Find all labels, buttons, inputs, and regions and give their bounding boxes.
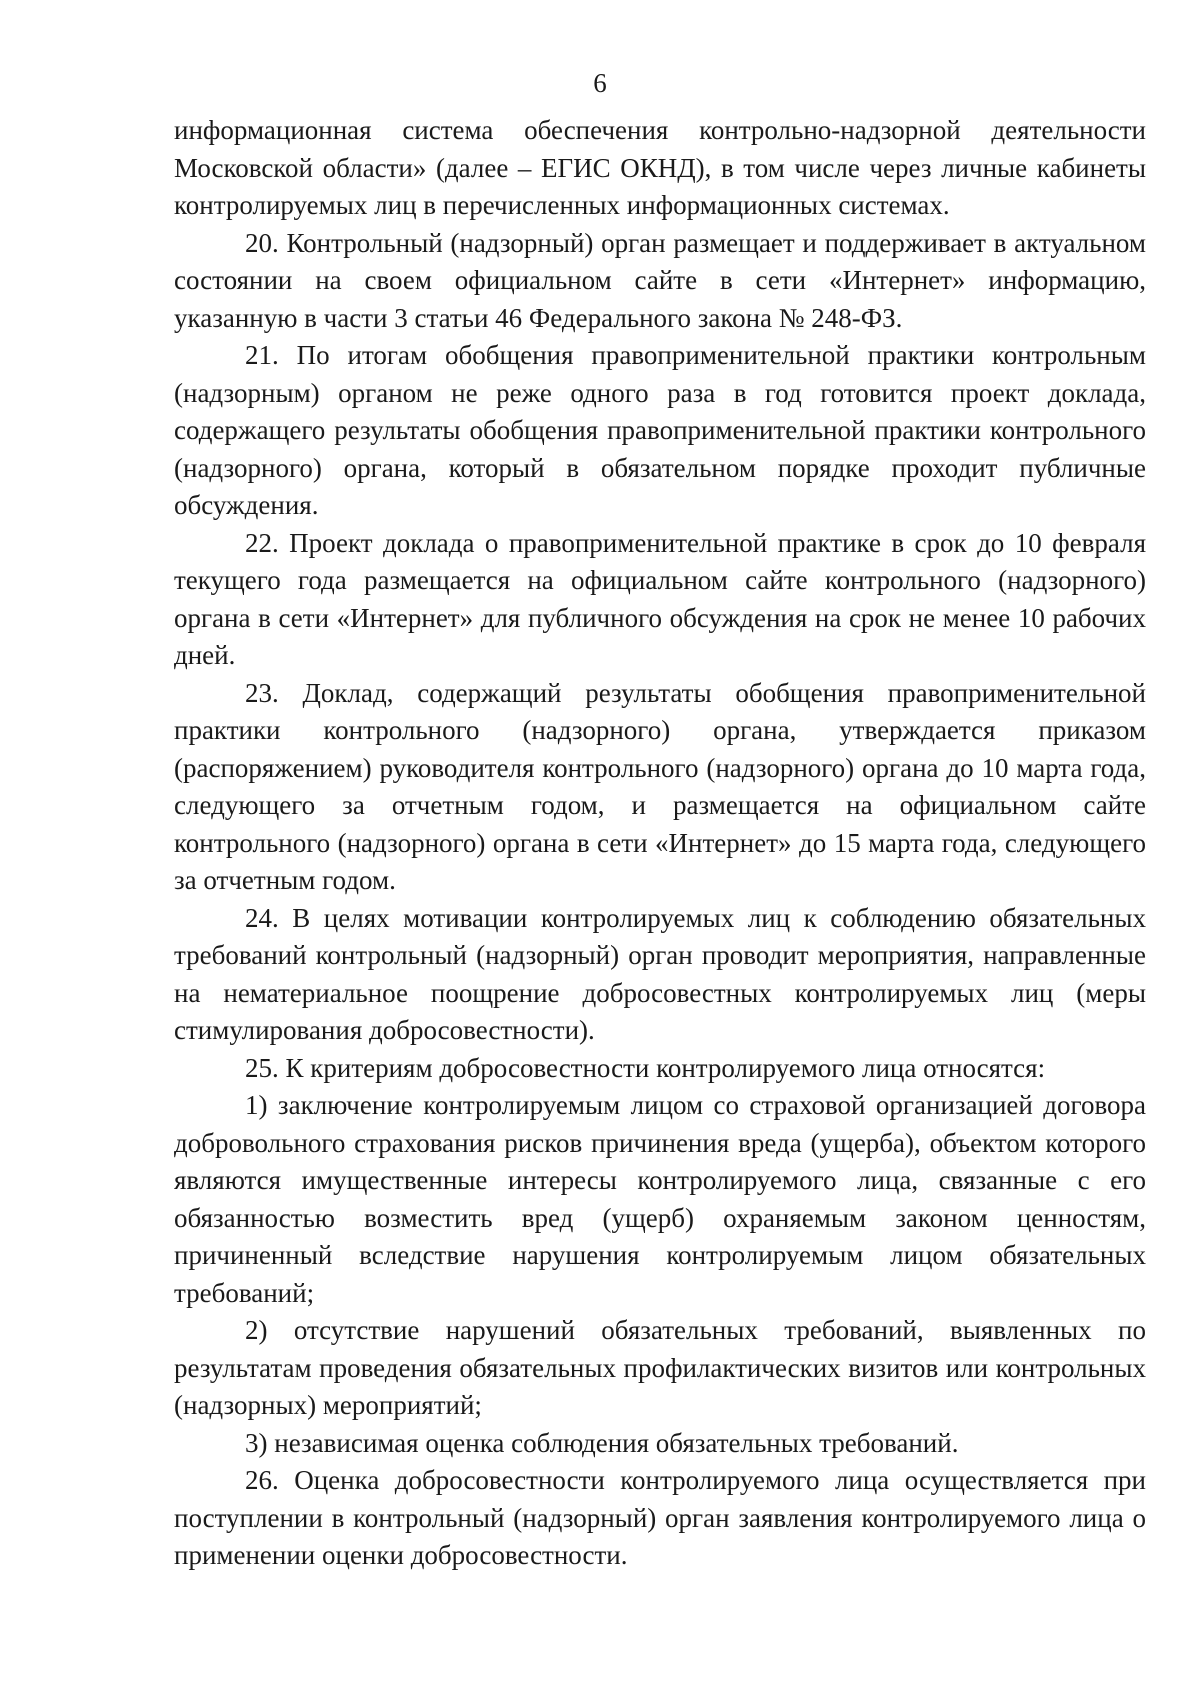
page-number: 6 — [593, 68, 607, 98]
paragraph-continuation: информационная система обеспечения контрольно-надзорной деятельности Московской области» (далее – ЕГИС ОКНД), в том числе через личные кабинеты контролируемых лиц в перечисленных информационных системах. — [174, 115, 1146, 220]
list-item-1: 1) заключение контролируемым лицом со страховой организацией договора добровольного страхования рисков причинения вреда (ущерба), объектом которого являются имущественные интересы контролируемого лица, связанные с его обязанностью возместить вред (ущерб) охраняемым законом ценностям, причиненный вследствие нарушения контролируемым лицом обязательных требований; — [174, 1090, 1146, 1308]
paragraph-20: 20. Контрольный (надзорный) орган размещает и поддерживает в актуальном состоянии на своем официальном сайте в сети «Интернет» информацию, указанную в части 3 статьи 46 Федерального закона № 248-ФЗ. — [174, 227, 1146, 333]
paragraph-24: 24. В целях мотивации контролируемых лиц к соблюдению обязательных требований контрольный (надзорный) орган проводит мероприятия, направленные на нематериальное поощрение добросовестных контролируемых лиц (меры стимулирования добросовестности). — [174, 902, 1146, 1045]
list-item-3: 3) независимая оценка соблюдения обязательных требований. — [245, 1427, 959, 1458]
paragraph-26: 26. Оценка добросовестности контролируемого лица осуществляется при поступлении в контрольный (надзорный) орган заявления контролируемого лица о применении оценки добросовестности. — [174, 1465, 1146, 1570]
list-item-2: 2) отсутствие нарушений обязательных требований, выявленных по результатам проведения обязательных профилактических визитов или контрольных (надзорных) мероприятий; — [174, 1315, 1146, 1420]
paragraph-22: 22. Проект доклада о правоприменительной практике в срок до 10 февраля текущего года размещается на официальном сайте контрольного (надзорного) органа в сети «Интернет» для публичного обсуждения на срок не менее 10 рабочих дней. — [174, 527, 1146, 670]
paragraph-21: 21. По итогам обобщения правоприменительной практики контрольным (надзорным) органом не реже одного раза в год готовится проект доклада, содержащего результаты обобщения правоприменительной практики контрольного (надзорного) органа, который в обязательном порядке проходит публичные обсуждения. — [174, 340, 1146, 520]
paragraph-23: 23. Доклад, содержащий результаты обобщения правоприменительной практики контрольного (надзорного) органа, утверждается приказом (распоряжением) руководителя контрольного (надзорного) органа до 10 марта года, следующего за отчетным годом, и размещается на официальном сайте контрольного (надзорного) органа в сети «Интернет» до 15 марта года, следующего за отчетным годом. — [174, 677, 1146, 895]
paragraph-25: 25. К критериям добросовестности контролируемого лица относятся: — [245, 1052, 1046, 1083]
document-body — [174, 112, 1146, 1575]
